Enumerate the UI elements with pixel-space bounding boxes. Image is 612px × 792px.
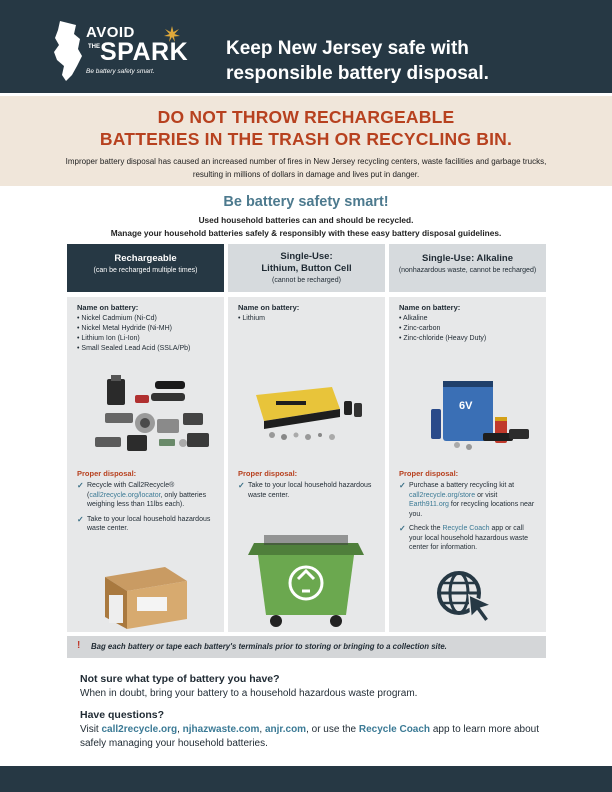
- proper-disposal-label: Proper disposal:: [399, 469, 459, 478]
- column-rechargeable: [67, 244, 224, 632]
- footer-text: Visit: [80, 724, 102, 735]
- logo-avoid-text: AVOID: [86, 24, 135, 41]
- warning-heading: [0, 96, 612, 150]
- alert-text: Bag each battery or tape each battery's terminals prior to storing or bringing to a collection site.: [91, 642, 447, 651]
- disposal-text: for recycling locations near you.: [409, 501, 535, 518]
- column-subtitle: (cannot be recharged): [272, 277, 341, 284]
- column-header: [228, 244, 385, 292]
- warning-body: Improper battery disposal has caused an increased number of fires in New Jersey recycling centers, waste facilities and garbage trucks, resulting in millions of dollars in damage and lives put in danger.: [65, 157, 547, 179]
- rechargeable-batteries-image: [75, 373, 216, 463]
- column-title: Single-Use: Alkaline: [422, 253, 513, 264]
- list-item: • Alkaline: [399, 315, 428, 322]
- recycling-bin-image: [236, 529, 377, 629]
- anjr-link[interactable]: anjr.com: [264, 724, 307, 735]
- checkmark-icon: ✓: [238, 481, 245, 490]
- footer-question-2: Have questions?: [80, 709, 165, 721]
- page-title-line-1: Keep New Jersey safe with: [226, 38, 469, 59]
- name-on-battery-label: Name on battery:: [399, 303, 461, 312]
- call2recycle-link[interactable]: call2recycle.org: [101, 724, 178, 735]
- alkaline-batteries-image: [397, 375, 538, 453]
- intro-line-1: Used household batteries can and should be recycled.: [198, 215, 414, 225]
- globe-cursor-icon: [397, 565, 538, 625]
- njhazwaste-link[interactable]: njhazwaste.com: [182, 724, 260, 735]
- disposal-text: Take to your local household hazardous waste center.: [87, 515, 211, 532]
- footer-battery-type-section: [80, 672, 540, 701]
- proper-disposal-label: Proper disposal:: [238, 469, 298, 478]
- footer-answer-2: [80, 723, 540, 751]
- disposal-text: Recycle with Call2Recycle® (: [87, 482, 175, 499]
- recycle-coach-link[interactable]: Recycle Coach: [442, 525, 490, 532]
- footer-text: app to learn more about safely managing your household batteries.: [80, 724, 540, 749]
- list-item: • Small Sealed Lead Acid (SSLA/Pb): [77, 345, 191, 352]
- name-on-battery-label: Name on battery:: [77, 303, 139, 312]
- list-item: • Zinc-chloride (Heavy Duty): [399, 335, 487, 342]
- column-title-line-2: Lithium, Button Cell: [261, 263, 352, 274]
- list-item: • Lithium: [238, 315, 265, 322]
- disposal-item: [238, 481, 376, 500]
- exclamation-icon: !: [77, 640, 81, 651]
- recycle-coach-link[interactable]: Recycle Coach: [358, 724, 431, 735]
- warning-banner: [0, 96, 612, 186]
- earth911-link[interactable]: Earth911.org: [409, 501, 449, 508]
- recycling-kit-box-image: [75, 559, 216, 631]
- logo-the-text: THE: [88, 44, 100, 50]
- call2recycle-store-link[interactable]: call2recycle.org/store: [409, 491, 476, 499]
- avoid-the-spark-logo: [52, 20, 192, 82]
- column-title: Rechargeable: [114, 253, 177, 264]
- footer-text: ,: [177, 724, 183, 735]
- call2recycle-locator-link[interactable]: call2recycle.org/locator: [89, 491, 161, 499]
- footer-question-1: Not sure what type of battery you have?: [80, 673, 280, 685]
- page-title-line-2: responsible battery disposal.: [226, 63, 489, 84]
- disposal-text: or visit: [475, 491, 498, 499]
- name-on-battery-label: Name on battery:: [238, 303, 300, 312]
- warning-heading-line-1: DO NOT THROW RECHARGEABLE: [157, 107, 455, 127]
- column-subtitle: (can be recharged multiple times): [93, 267, 198, 274]
- checkmark-icon: ✓: [77, 481, 84, 490]
- disposal-text: Check the: [409, 525, 443, 532]
- footer-text: , or use the: [306, 724, 359, 735]
- intro-line-2: Manage your household batteries safely & responsibly with these easy battery disposal guidelines.: [110, 228, 502, 238]
- footer-bar: [0, 766, 612, 792]
- proper-disposal-section: [77, 469, 215, 534]
- disposal-item: [77, 515, 215, 534]
- disposal-item: [77, 481, 215, 510]
- intro-section: [0, 193, 612, 239]
- list-item: • Zinc-carbon: [399, 325, 441, 332]
- new-jersey-state-icon: [52, 20, 84, 82]
- logo-tagline: Be battery safety smart.: [86, 68, 155, 75]
- list-item: • Lithium Ion (Li-Ion): [77, 335, 140, 342]
- checkmark-icon: ✓: [399, 524, 406, 533]
- warning-heading-line-2: BATTERIES IN THE TRASH OR RECYCLING BIN.: [99, 129, 513, 149]
- battery-6v-label: 6V: [459, 400, 473, 412]
- battery-names-list: [399, 314, 536, 344]
- proper-disposal-section: [399, 469, 537, 553]
- disposal-text: , only batteries weighing less than 11lbs each).: [87, 491, 207, 508]
- column-header: [389, 244, 546, 292]
- disposal-text: app or call your local household hazardous waste center for information.: [409, 525, 529, 551]
- intro-heading: Be battery safety smart!: [223, 194, 389, 210]
- disposal-item: [399, 481, 537, 519]
- header-banner: [0, 0, 612, 93]
- logo-spark-text: SPARK: [100, 38, 189, 66]
- column-single-use-alkaline: [389, 244, 546, 632]
- column-subtitle: (nonhazardous waste, cannot be recharged): [398, 267, 537, 274]
- disposal-text: Take to your local household hazardous waste center.: [248, 482, 372, 499]
- spark-flame-icon: [164, 26, 180, 42]
- footer-text: ,: [259, 724, 265, 735]
- battery-names-list: [77, 314, 214, 354]
- battery-names-list: [238, 314, 375, 324]
- column-title: Single-Use:: [280, 251, 333, 262]
- list-item: • Nickel Metal Hydride (Ni-MH): [77, 325, 173, 332]
- footer-questions-section: [80, 708, 540, 751]
- column-single-use-lithium: [228, 244, 385, 632]
- list-item: • Nickel Cadmium (Ni-Cd): [77, 315, 157, 322]
- footer-answer-1: When in doubt, bring your battery to a household hazardous waste program.: [80, 688, 418, 699]
- page-title: [226, 36, 596, 86]
- disposal-item: [399, 524, 537, 553]
- proper-disposal-label: Proper disposal:: [77, 469, 137, 478]
- checkmark-icon: ✓: [399, 481, 406, 490]
- column-header: [67, 244, 224, 292]
- checkmark-icon: ✓: [77, 514, 84, 524]
- lithium-batteries-image: [236, 383, 377, 443]
- disposal-text: Purchase a battery recycling kit at: [409, 482, 515, 489]
- storage-alert-bar: [67, 636, 546, 658]
- proper-disposal-section: [238, 469, 376, 500]
